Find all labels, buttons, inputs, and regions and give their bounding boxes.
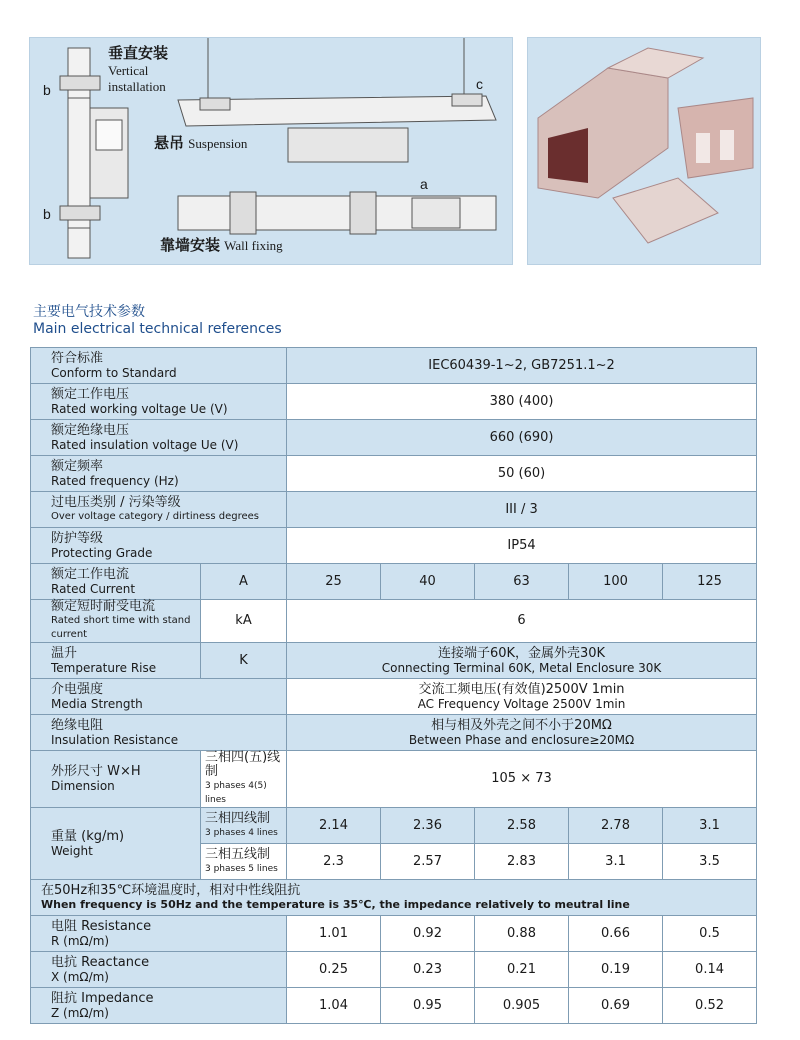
impedance-note — [31, 880, 757, 916]
table-cell: 2.3 — [287, 844, 381, 880]
row-value-zh: 连接端子60K，金属外壳30K — [437, 645, 606, 661]
row-label-en: Rated short time with stand current — [51, 615, 191, 640]
technical-references-table — [30, 347, 757, 1024]
row-label-zh: 符合标准 — [51, 350, 104, 366]
row-label — [31, 952, 287, 988]
table-cell: 0.21 — [475, 952, 569, 988]
row-value-zh: 相与相及外壳之间不小于20MΩ — [431, 717, 612, 733]
table-row — [31, 564, 757, 600]
row-sub-label-zh: 三相五线制 — [205, 846, 271, 862]
row-sub-label-zh: 三相四(五)线制 — [205, 750, 281, 779]
row-label — [31, 492, 287, 528]
row-label-en: Protecting Grade — [51, 545, 153, 560]
table-cell: 2.78 — [569, 808, 663, 844]
row-label — [31, 564, 201, 600]
row-sub-label-en: 3 phases 4(5) lines — [205, 781, 267, 805]
table-row — [31, 751, 757, 808]
row-label — [31, 384, 287, 420]
table-cell: 0.905 — [475, 988, 569, 1024]
impedance-note-zh: 在50Hz和35℃环境温度时，相对中性线阻抗 — [41, 882, 301, 898]
table-row — [31, 643, 757, 679]
table-row — [31, 808, 757, 844]
table-cell: 1.04 — [287, 988, 381, 1024]
table-row — [31, 456, 757, 492]
table-cell: 0.19 — [569, 952, 663, 988]
table-cell: 100 — [569, 564, 663, 600]
vertical-caption-en2: installation — [108, 79, 166, 94]
busway-housing-photo — [528, 38, 760, 264]
table-cell: 2.14 — [287, 808, 381, 844]
suspension-caption-en: Suspension — [188, 136, 248, 151]
label-b-top: b — [43, 82, 51, 98]
table-row — [31, 384, 757, 420]
row-label-en: Insulation Resistance — [51, 732, 179, 747]
label-b-bottom: b — [43, 206, 51, 222]
table-cell: 0.66 — [569, 916, 663, 952]
row-sub-label-en: 3 phases 5 lines — [205, 863, 278, 874]
row-label — [31, 528, 287, 564]
row-unit: kA — [201, 600, 287, 643]
row-label-en: Media Strength — [51, 696, 143, 711]
row-label-zh: 电抗 Reactance — [51, 954, 150, 970]
row-label-en: R (mΩ/m) — [51, 933, 110, 948]
row-value-en: AC Frequency Voltage 2500V 1min — [417, 696, 626, 711]
table-row — [31, 348, 757, 384]
row-value: IP54 — [287, 528, 757, 564]
wall-caption-zh: 靠墙安装 — [160, 236, 221, 254]
table-row — [31, 600, 757, 643]
product-photo-panel — [527, 37, 761, 265]
row-label-en: X (mΩ/m) — [51, 969, 109, 984]
row-value: 6 — [287, 600, 757, 643]
table-cell: 2.83 — [475, 844, 569, 880]
row-label — [31, 348, 287, 384]
table-cell: 40 — [381, 564, 475, 600]
impedance-note-en: When frequency is 50Hz and the temperature is 35℃, the impedance relatively to meutral line — [41, 897, 630, 911]
table-cell: 0.92 — [381, 916, 475, 952]
table-cell: 2.58 — [475, 808, 569, 844]
row-label-zh: 外形尺寸 W×H — [51, 764, 141, 779]
row-label-zh: 额定短时耐受电流 — [51, 599, 156, 614]
table-row — [31, 679, 757, 715]
vertical-caption-en1: Vertical — [108, 63, 149, 78]
row-label-en: Over voltage category / dirtiness degrees — [51, 510, 259, 522]
installation-diagram — [30, 38, 512, 264]
table-row — [31, 528, 757, 564]
table-row — [31, 492, 757, 528]
table-cell: 25 — [287, 564, 381, 600]
label-a: a — [420, 176, 428, 192]
row-value: 660 (690) — [287, 420, 757, 456]
row-label-zh: 绝缘电阻 — [51, 717, 104, 733]
row-label-en: Weight — [51, 843, 93, 858]
row-label-en: Rated Current — [51, 581, 136, 596]
row-label-zh: 额定工作电流 — [51, 566, 130, 582]
table-cell: 0.5 — [663, 916, 757, 952]
row-sub-label-en: 3 phases 4 lines — [205, 827, 278, 838]
row-label-zh: 额定绝缘电压 — [51, 422, 130, 438]
row-value — [287, 679, 757, 715]
row-value — [287, 715, 757, 751]
table-cell: 0.52 — [663, 988, 757, 1024]
vertical-caption-zh: 垂直安装 — [108, 44, 169, 62]
row-label — [31, 808, 201, 880]
row-sub-label — [201, 751, 287, 808]
row-value: 105 × 73 — [287, 751, 757, 808]
row-label-zh: 过电压类别 / 污染等级 — [51, 494, 181, 510]
table-cell: 0.69 — [569, 988, 663, 1024]
table-row — [31, 420, 757, 456]
row-label — [31, 643, 201, 679]
table-cell: 0.23 — [381, 952, 475, 988]
row-label-en: Conform to Standard — [51, 365, 177, 380]
row-value: 50 (60) — [287, 456, 757, 492]
section-title-zh: 主要电气技术参数 — [33, 304, 145, 320]
row-label — [31, 988, 287, 1024]
row-value-en: Connecting Terminal 60K, Metal Enclosure 30K — [381, 660, 662, 675]
row-value — [287, 643, 757, 679]
table-cell: 1.01 — [287, 916, 381, 952]
table-cell: 3.1 — [663, 808, 757, 844]
table-cell: 3.1 — [569, 844, 663, 880]
table-cell: 2.57 — [381, 844, 475, 880]
table-cell: 3.5 — [663, 844, 757, 880]
row-value: III / 3 — [287, 492, 757, 528]
row-label-en: Rated insulation voltage Ue (V) — [51, 437, 239, 452]
row-label — [31, 679, 287, 715]
suspension-caption-zh: 悬吊 — [154, 134, 185, 152]
section-title-en: Main electrical technical references — [33, 321, 282, 337]
table-row — [31, 988, 757, 1024]
table-cell: 2.36 — [381, 808, 475, 844]
wall-caption-en: Wall fixing — [224, 238, 283, 253]
label-c: c — [476, 76, 483, 92]
row-label-zh: 重量 (kg/m) — [51, 828, 125, 844]
table-cell: 0.25 — [287, 952, 381, 988]
table-cell: 0.95 — [381, 988, 475, 1024]
row-label-en: Z (mΩ/m) — [51, 1005, 109, 1020]
table-cell: 0.14 — [663, 952, 757, 988]
table-cell: 0.88 — [475, 916, 569, 952]
row-label-zh: 电阻 Resistance — [51, 918, 152, 934]
row-label-zh: 介电强度 — [51, 681, 104, 697]
row-unit: A — [201, 564, 287, 600]
row-value-zh: 交流工频电压(有效值)2500V 1min — [418, 681, 625, 697]
table-row — [31, 952, 757, 988]
row-label-zh: 额定频率 — [51, 458, 104, 474]
row-label — [31, 420, 287, 456]
row-label — [31, 751, 201, 808]
row-sub-label — [201, 808, 287, 844]
row-label-en: Rated frequency (Hz) — [51, 473, 179, 488]
row-sub-label-zh: 三相四线制 — [205, 810, 271, 826]
row-label-zh: 额定工作电压 — [51, 386, 130, 402]
row-label-en: Rated working voltage Ue (V) — [51, 401, 228, 416]
row-value-en: Between Phase and enclosure≥20MΩ — [408, 732, 635, 747]
row-value: 380 (400) — [287, 384, 757, 420]
suspension-caption — [154, 132, 247, 153]
row-unit: K — [201, 643, 287, 679]
row-label — [31, 715, 287, 751]
table-cell: 63 — [475, 564, 569, 600]
row-label-zh: 温升 — [51, 645, 78, 661]
row-label-en: Temperature Rise — [51, 660, 157, 675]
row-sub-label — [201, 844, 287, 880]
row-label-en: Dimension — [51, 779, 115, 793]
table-row — [31, 880, 757, 916]
row-label — [31, 916, 287, 952]
row-value: IEC60439-1~2, GB7251.1~2 — [287, 348, 757, 384]
row-label — [31, 456, 287, 492]
wall-caption — [160, 234, 283, 255]
vertical-caption — [108, 42, 168, 95]
table-row — [31, 916, 757, 952]
row-label — [31, 600, 201, 643]
row-label-zh: 阻抗 Impedance — [51, 990, 154, 1006]
row-label-zh: 防护等级 — [51, 530, 104, 546]
table-cell: 125 — [663, 564, 757, 600]
table-row — [31, 715, 757, 751]
installation-diagram-panel — [29, 37, 513, 265]
